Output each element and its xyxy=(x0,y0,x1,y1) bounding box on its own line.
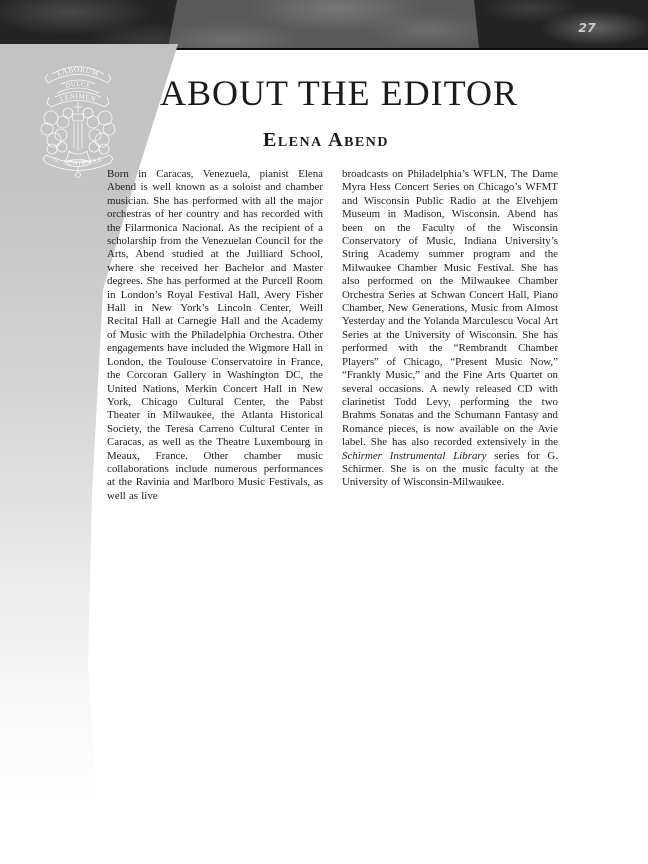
bio-col1-text: Born in Caracas, Venezuela, pianist Elena Abend is well known as a soloist and chamber musician. She has performed with all the major orchestras of her country and has recorded with the Filarmonica Nacional. As the recipient of a scholarship from the Venezuelan Council for the Arts, Abend studied at the Juilliard School, where she received her Bachelor and Master degrees. She has performed at the Purcell Room in London’s Royal Festival Hall, Avery Fisher Hall in New York’s Lincoln Center, Weill Recital Hall at Carnegie Hall and the Academy of Music with the Philadelphia Orchestra. Other engagements have included the Wigmore Hall in London, the Toulouse Conservatoire in France, the Corcoran Gallery in Washington DC, the United Nations, Merkin Concert Hall in New York, Chicago Cultural Center, the Pabst Theater in Milwaukee, the Atlanta Historical Society, the Teresa Carreno Cultural Center in Caracas, as well as the Theatre Luxembourg in Meaux, France. Other chamber music collaborations include numerous performances at the Ravinia and Marlboro Music Festivals, as well as live xyxy=(107,168,323,502)
crest-motto-laborum: LABORUM xyxy=(55,64,101,78)
crest-banner-schirmer: G. SCHIRMER xyxy=(51,155,105,168)
crest-motto-dulce: DULCE xyxy=(64,80,92,90)
editor-name: Elena Abend xyxy=(263,129,389,151)
biography xyxy=(107,168,558,503)
bio-col2-text: broadcasts on Philadelphia’s WFLN, The Dame Myra Hess Concert Series on Chicago’s WFMT and Wisconsin Public Radio at the Elvehjem Museum in Madison, Wisconsin. Abend has been on the Faculty of the Wisconsin Conservatory of Music, Indiana University’s String Academy summer program and the Milwaukee Chamber Music Festival. She has also performed on the Milwaukee Chamber Orchestra Series at Schwan Concert Hall, Piano Chamber, New Generations, Music from Almost Yesterday and the Yolanda Marculescu Vocal Art Series at the University of Wisconsin. She has performed with the “Rembrandt Chamber Players” of Chicago, “Present Music Now,” “Frankly Music,” and the Fine Arts Quartet on several occasions. A newly released CD with clarinetist Todd Levy, performing the two Brahms Sonatas and the Schumann Fantasy and Romance pieces, is now available on the Avie label. She has also recorded extensively in the xyxy=(342,168,558,449)
svg-text:G. SCHIRMER xyxy=(52,156,104,168)
top-banner-light-wedge xyxy=(168,0,479,48)
page-number: 27 xyxy=(578,20,596,35)
crest-motto-lenimen: LENIMEN xyxy=(59,92,97,104)
bio-col2-text-end: series for G. Schirmer. She is on the music faculty at the University of Wisconsin-Milwaukee. xyxy=(342,449,558,489)
page-title: ABOUT THE EDITOR xyxy=(160,73,518,113)
bio-column-2 xyxy=(342,168,558,503)
bio-column-1 xyxy=(107,168,323,503)
top-banner xyxy=(0,0,648,50)
bio-col2-series-title: Schirmer Instrumental Library xyxy=(342,449,487,462)
